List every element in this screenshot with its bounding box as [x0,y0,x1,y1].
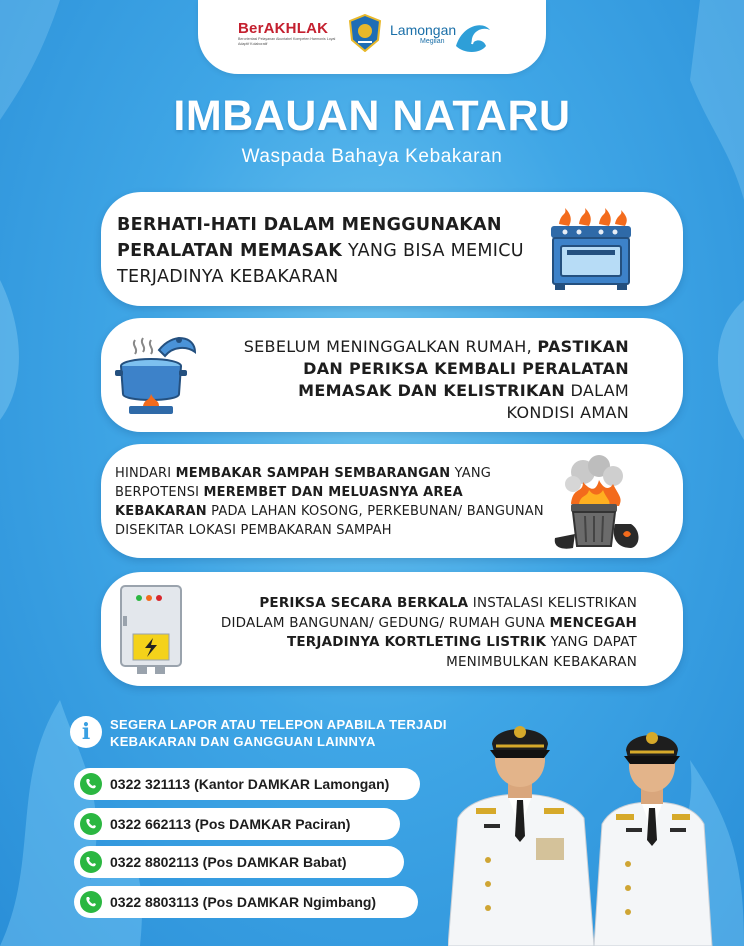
electrical-panel-icon [117,582,185,678]
advice-plain: PADA LAHAN KOSONG, PERKEBUNAN/ BANGUNAN DISEKITAR LOKASI PEMBAKARAN SAMPAH [115,504,544,538]
whatsapp-icon [80,773,102,795]
megilan-wordmark: Megilan [420,38,445,45]
whatsapp-icon [80,891,102,913]
wave-logo-icon [452,16,494,56]
burning-trash-icon [553,454,641,552]
contact-number: 0322 321113 (Kantor DAMKAR Lamongan) [110,776,390,792]
officials-photo [448,708,744,946]
advice-card-cooking [101,192,683,306]
advice-plain: HINDARI [115,466,176,481]
berakhlak-tagline: Berorientasi Pelayanan Akuntabel Kompeten Harmonis Loyal Adaptif Kolaboratif [238,37,336,46]
advice-bold: BERHATI-HATI DALAM MENGGUNAKAN PERALATAN MEMASAK [117,215,502,261]
advice-card-burning-trash [101,444,683,558]
advice-plain: YANG BERPOTENSI [115,466,492,500]
advice-bold: MEMBAKAR SAMPAH SEMBARANGAN [175,466,451,481]
lamongan-megilan-logo [390,22,456,45]
contact-lamongan[interactable] [74,768,420,800]
advice-text [117,212,547,290]
berakhlak-wordmark: BerAKHLAK [238,20,329,37]
whatsapp-icon [80,851,102,873]
boiling-pot-icon [115,332,199,420]
advice-plain: DALAM KONDISI AMAN [506,381,629,422]
advice-bold: PASTIKAN DAN PERIKSA KEMBALI PERALATAN MEMASAK DAN KELISTRIKAN [298,337,629,400]
advice-plain: SEBELUM MENINGGALKAN RUMAH, [243,337,538,356]
page-title: IMBAUAN NATARU [173,92,571,140]
lamongan-wordmark: Lamongan [390,22,457,38]
advice-text [229,336,629,424]
advice-plain: INSTALASI KELISTRIKAN DIDALAM BANGUNAN/ GEDUNG/ RUMAH GUNA [220,595,637,631]
advice-card-check-before-leaving [101,318,683,432]
advice-bold: MENCEGAH TERJADINYA KORTLETING LISTRIK [286,614,637,650]
contact-number: 0322 8803113 (Pos DAMKAR Ngimbang) [110,894,377,910]
lamongan-seal-icon [348,14,382,52]
contact-babat[interactable] [74,846,404,878]
advice-plain: YANG BISA MEMICU TERJADINYA KEBAKARAN [117,241,524,287]
info-icon: i [70,716,102,748]
advice-card-electrical-check [101,572,683,686]
contact-ngimbang[interactable] [74,886,418,918]
advice-bold: MEREMBET DAN MELUASNYA AREA KEBAKARAN [115,485,463,519]
advice-text [219,594,637,672]
advice-plain: YANG DAPAT MENIMBULKAN KEBAKARAN [446,634,637,670]
report-notice-text: SEGERA LAPOR ATAU TELEPON APABILA TERJADI KEBAKARAN DAN GANGGUAN LAINNYA [110,717,447,749]
contact-number: 0322 8802113 (Pos DAMKAR Babat) [110,854,347,870]
stove-on-fire-icon [545,206,635,294]
contact-paciran[interactable] [74,808,400,840]
page-subtitle: Waspada Bahaya Kebakaran [241,146,503,167]
berakhlak-logo [238,20,338,46]
advice-text [115,464,555,540]
whatsapp-icon [80,813,102,835]
contact-number: 0322 662113 (Pos DAMKAR Paciran) [110,816,351,832]
advice-bold: PERIKSA SECARA BERKALA [259,595,469,611]
